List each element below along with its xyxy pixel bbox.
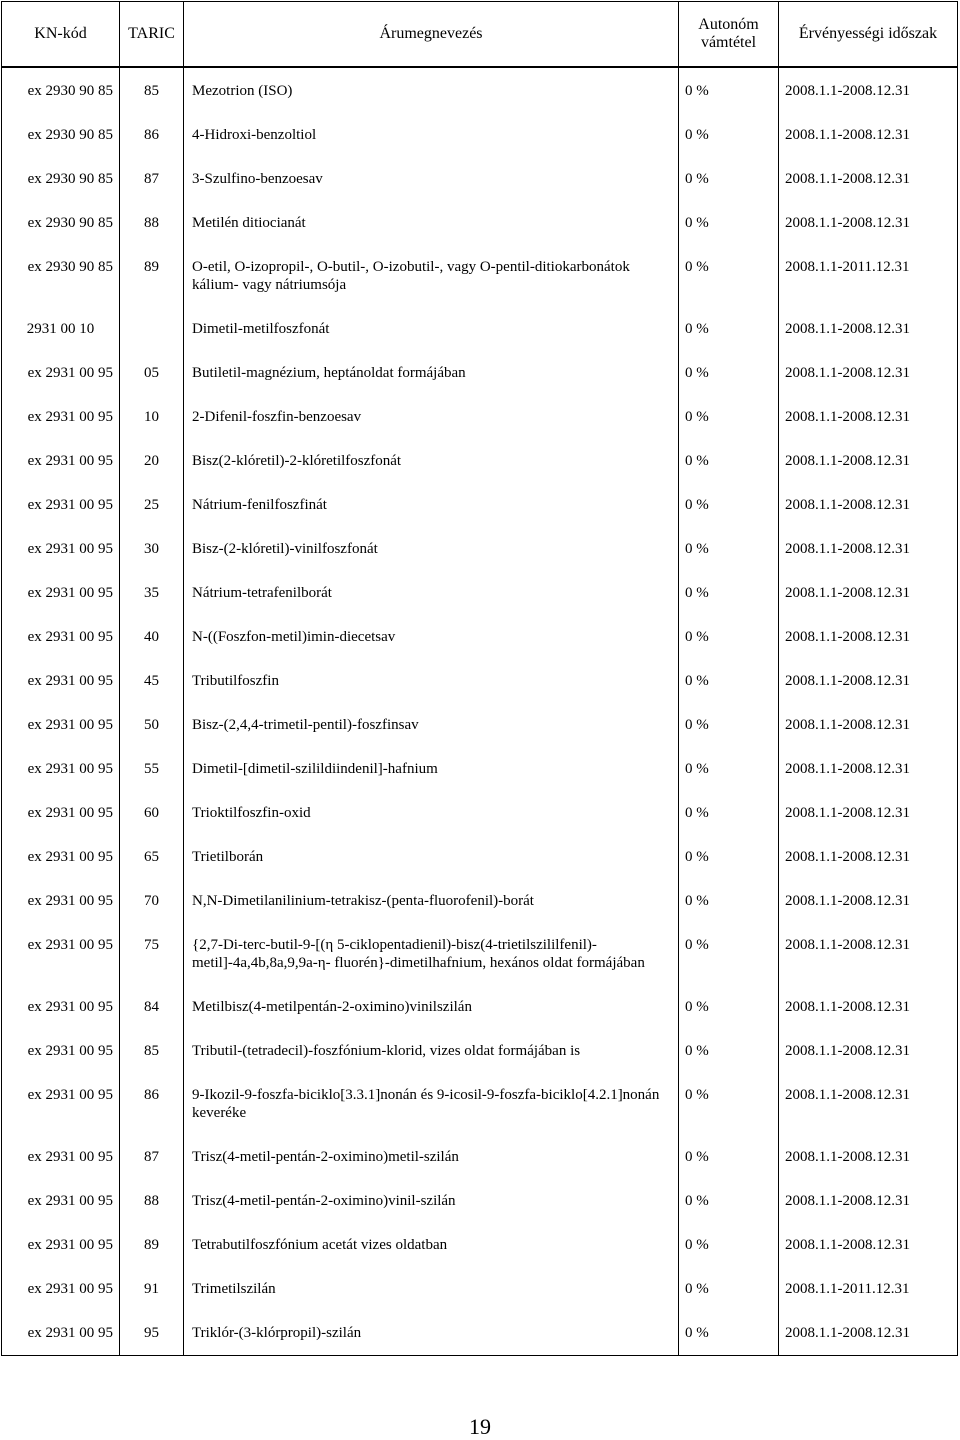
taric-cell: 89 (120, 1226, 184, 1270)
validity-period-cell: 2008.1.1-2008.12.31 (779, 574, 958, 618)
validity-period-cell: 2008.1.1-2008.12.31 (779, 160, 958, 204)
product-name-cell: Tributilfoszfin (184, 662, 679, 706)
kn-code-cell: ex 2931 00 95 (2, 662, 120, 706)
taric-cell: 91 (120, 1270, 184, 1314)
rate-cell: 0 % (679, 486, 779, 530)
kn-code-cell: ex 2931 00 95 (2, 706, 120, 750)
header-kn-code: KN-kód (2, 2, 120, 68)
rate-cell: 0 % (679, 530, 779, 574)
rate-cell: 0 % (679, 116, 779, 160)
rate-cell: 0 % (679, 794, 779, 838)
rate-cell: 0 % (679, 926, 779, 988)
taric-cell: 50 (120, 706, 184, 750)
kn-code-cell: 2931 00 10 (2, 310, 120, 354)
rate-cell: 0 % (679, 574, 779, 618)
validity-period-cell: 2008.1.1-2008.12.31 (779, 530, 958, 574)
product-name-cell: 4-Hidroxi-benzoltiol (184, 116, 679, 160)
product-name-cell: {2,7-Di-terc-butil-9-[(η 5-ciklopentadienil)-bisz(4-trietilszililfenil)-metil]-4a,4b,8a,9,9a-η- fluorén}-dimetilhafnium, hexános oldat formájában (184, 926, 679, 988)
product-name-cell: Butiletil-magnézium, heptánoldat formájában (184, 354, 679, 398)
taric-cell: 10 (120, 398, 184, 442)
product-name-cell: Bisz-(2,4,4-trimetil-pentil)-foszfinsav (184, 706, 679, 750)
rate-cell: 0 % (679, 662, 779, 706)
taric-cell: 65 (120, 838, 184, 882)
taric-cell: 95 (120, 1314, 184, 1356)
product-name-cell: Trioktilfoszfin-oxid (184, 794, 679, 838)
table-row (2, 116, 958, 160)
rate-cell: 0 % (679, 310, 779, 354)
product-name-cell: Trisz(4-metil-pentán-2-oximino)metil-szilán (184, 1138, 679, 1182)
table-body (2, 67, 958, 1356)
product-name-cell: Trimetilszilán (184, 1270, 679, 1314)
product-name-cell: 2-Difenil-foszfin-benzoesav (184, 398, 679, 442)
table-row (2, 486, 958, 530)
rate-cell: 0 % (679, 618, 779, 662)
table-row (2, 1270, 958, 1314)
rate-cell: 0 % (679, 354, 779, 398)
rate-cell: 0 % (679, 838, 779, 882)
validity-period-cell: 2008.1.1-2008.12.31 (779, 116, 958, 160)
taric-cell: 86 (120, 116, 184, 160)
table-row (2, 67, 958, 116)
product-name-cell: Dimetil-[dimetil-szilildiindenil]-hafnium (184, 750, 679, 794)
rate-cell: 0 % (679, 1182, 779, 1226)
header-rate-line1: Autonóm (698, 16, 759, 33)
table-header-row (2, 2, 958, 68)
taric-cell: 55 (120, 750, 184, 794)
taric-cell: 87 (120, 160, 184, 204)
kn-code-cell: ex 2931 00 95 (2, 1226, 120, 1270)
table-row (2, 442, 958, 486)
kn-code-cell: ex 2931 00 95 (2, 398, 120, 442)
kn-code-cell: ex 2930 90 85 (2, 248, 120, 310)
kn-code-cell: ex 2931 00 95 (2, 1270, 120, 1314)
product-name-cell: Bisz-(2-klóretil)-vinilfoszfonát (184, 530, 679, 574)
validity-period-cell: 2008.1.1-2011.12.31 (779, 1270, 958, 1314)
kn-code-cell: ex 2931 00 95 (2, 1314, 120, 1356)
table-row (2, 1032, 958, 1076)
product-name-cell: Bisz(2-klóretil)-2-klóretilfoszfonát (184, 442, 679, 486)
rate-cell: 0 % (679, 204, 779, 248)
kn-code-cell: ex 2931 00 95 (2, 988, 120, 1032)
rate-cell: 0 % (679, 1314, 779, 1356)
product-name-cell: Trietilborán (184, 838, 679, 882)
validity-period-cell: 2008.1.1-2008.12.31 (779, 618, 958, 662)
table-row (2, 398, 958, 442)
product-name-cell: Metilbisz(4-metilpentán-2-oximino)vinilszilán (184, 988, 679, 1032)
kn-code-cell: ex 2930 90 85 (2, 67, 120, 116)
kn-code-cell: ex 2931 00 95 (2, 794, 120, 838)
rate-cell: 0 % (679, 1076, 779, 1138)
validity-period-cell: 2008.1.1-2008.12.31 (779, 310, 958, 354)
table-row (2, 988, 958, 1032)
table-row (2, 204, 958, 248)
table-row (2, 750, 958, 794)
taric-cell: 87 (120, 1138, 184, 1182)
validity-period-cell: 2008.1.1-2008.12.31 (779, 486, 958, 530)
table-row (2, 248, 958, 310)
tariff-table (1, 1, 958, 1356)
product-name-cell: Nátrium-fenilfoszfinát (184, 486, 679, 530)
product-name-cell: N,N-Dimetilanilinium-tetrakisz-(penta-fluorofenil)-borát (184, 882, 679, 926)
taric-cell: 25 (120, 486, 184, 530)
kn-code-cell: ex 2931 00 95 (2, 1182, 120, 1226)
taric-cell: 30 (120, 530, 184, 574)
kn-code-cell: ex 2931 00 95 (2, 750, 120, 794)
rate-cell: 0 % (679, 750, 779, 794)
table-row (2, 618, 958, 662)
product-name-cell: 3-Szulfino-benzoesav (184, 160, 679, 204)
rate-cell: 0 % (679, 1138, 779, 1182)
table-row (2, 926, 958, 988)
validity-period-cell: 2008.1.1-2008.12.31 (779, 1314, 958, 1356)
validity-period-cell: 2008.1.1-2008.12.31 (779, 398, 958, 442)
taric-cell: 60 (120, 794, 184, 838)
header-validity-period: Érvényességi időszak (779, 2, 958, 68)
taric-cell: 45 (120, 662, 184, 706)
validity-period-cell: 2008.1.1-2008.12.31 (779, 882, 958, 926)
rate-cell: 0 % (679, 248, 779, 310)
validity-period-cell: 2008.1.1-2008.12.31 (779, 988, 958, 1032)
kn-code-cell: ex 2930 90 85 (2, 160, 120, 204)
header-product-name: Árumegnevezés (184, 2, 679, 68)
taric-cell (120, 310, 184, 354)
table-row (2, 310, 958, 354)
validity-period-cell: 2008.1.1-2008.12.31 (779, 1226, 958, 1270)
taric-cell: 86 (120, 1076, 184, 1138)
validity-period-cell: 2008.1.1-2008.12.31 (779, 1032, 958, 1076)
validity-period-cell: 2008.1.1-2008.12.31 (779, 750, 958, 794)
table-row (2, 1076, 958, 1138)
kn-code-cell: ex 2931 00 95 (2, 1032, 120, 1076)
table-row (2, 794, 958, 838)
kn-code-cell: ex 2930 90 85 (2, 116, 120, 160)
kn-code-cell: ex 2931 00 95 (2, 530, 120, 574)
validity-period-cell: 2008.1.1-2008.12.31 (779, 204, 958, 248)
validity-period-cell: 2008.1.1-2008.12.31 (779, 1138, 958, 1182)
kn-code-cell: ex 2931 00 95 (2, 882, 120, 926)
product-name-cell: N-((Foszfon-metil)imin-diecetsav (184, 618, 679, 662)
rate-cell: 0 % (679, 1270, 779, 1314)
taric-cell: 84 (120, 988, 184, 1032)
validity-period-cell: 2008.1.1-2008.12.31 (779, 662, 958, 706)
product-name-cell: Nátrium-tetrafenilborát (184, 574, 679, 618)
kn-code-cell: ex 2931 00 95 (2, 618, 120, 662)
validity-period-cell: 2008.1.1-2008.12.31 (779, 706, 958, 750)
kn-code-cell: ex 2931 00 95 (2, 486, 120, 530)
product-name-cell: O-etil, O-izopropil-, O-butil-, O-izobutil-, vagy O-pentil-ditiokarbonátok kálium- vagy nátriumsója (184, 248, 679, 310)
validity-period-cell: 2008.1.1-2008.12.31 (779, 354, 958, 398)
validity-period-cell: 2008.1.1-2008.12.31 (779, 794, 958, 838)
table-row (2, 882, 958, 926)
product-name-cell: Tetrabutilfoszfónium acetát vizes oldatban (184, 1226, 679, 1270)
product-name-cell: 9-Ikozil-9-foszfa-biciklo[3.3.1]nonán és 9-icosil-9-foszfa-biciklo[4.2.1]nonán keveréke (184, 1076, 679, 1138)
table-row (2, 574, 958, 618)
table-row (2, 160, 958, 204)
table-row (2, 1138, 958, 1182)
taric-cell: 75 (120, 926, 184, 988)
validity-period-cell: 2008.1.1-2008.12.31 (779, 926, 958, 988)
taric-cell: 70 (120, 882, 184, 926)
table-row (2, 706, 958, 750)
taric-cell: 35 (120, 574, 184, 618)
product-name-cell: Trisz(4-metil-pentán-2-oximino)vinil-szilán (184, 1182, 679, 1226)
product-name-cell: Metilén ditiocianát (184, 204, 679, 248)
table-row (2, 354, 958, 398)
taric-cell: 85 (120, 1032, 184, 1076)
taric-cell: 05 (120, 354, 184, 398)
header-autonomous-rate (679, 2, 779, 68)
product-name-cell: Tributil-(tetradecil)-foszfónium-klorid, vizes oldat formájában is (184, 1032, 679, 1076)
page-number: 19 (469, 1414, 491, 1439)
kn-code-cell: ex 2931 00 95 (2, 926, 120, 988)
kn-code-cell: ex 2931 00 95 (2, 838, 120, 882)
taric-cell: 89 (120, 248, 184, 310)
table-row (2, 1314, 958, 1356)
product-name-cell: Triklór-(3-klórpropil)-szilán (184, 1314, 679, 1356)
validity-period-cell: 2008.1.1-2008.12.31 (779, 442, 958, 486)
header-taric: TARIC (120, 2, 184, 68)
header-rate-line2: vámtétel (700, 34, 757, 51)
table-row (2, 838, 958, 882)
table-row (2, 662, 958, 706)
rate-cell: 0 % (679, 398, 779, 442)
table-row (2, 530, 958, 574)
rate-cell: 0 % (679, 1226, 779, 1270)
validity-period-cell: 2008.1.1-2011.12.31 (779, 248, 958, 310)
tariff-table-container (1, 1, 957, 1356)
kn-code-cell: ex 2931 00 95 (2, 354, 120, 398)
table-row (2, 1182, 958, 1226)
table-row (2, 1226, 958, 1270)
validity-period-cell: 2008.1.1-2008.12.31 (779, 838, 958, 882)
rate-cell: 0 % (679, 882, 779, 926)
validity-period-cell: 2008.1.1-2008.12.31 (779, 1182, 958, 1226)
rate-cell: 0 % (679, 706, 779, 750)
rate-cell: 0 % (679, 160, 779, 204)
product-name-cell: Dimetil-metilfoszfonát (184, 310, 679, 354)
rate-cell: 0 % (679, 988, 779, 1032)
validity-period-cell: 2008.1.1-2008.12.31 (779, 67, 958, 116)
rate-cell: 0 % (679, 1032, 779, 1076)
taric-cell: 88 (120, 204, 184, 248)
kn-code-cell: ex 2931 00 95 (2, 442, 120, 486)
taric-cell: 88 (120, 1182, 184, 1226)
taric-cell: 40 (120, 618, 184, 662)
kn-code-cell: ex 2930 90 85 (2, 204, 120, 248)
taric-cell: 85 (120, 67, 184, 116)
kn-code-cell: ex 2931 00 95 (2, 1076, 120, 1138)
kn-code-cell: ex 2931 00 95 (2, 1138, 120, 1182)
rate-cell: 0 % (679, 442, 779, 486)
validity-period-cell: 2008.1.1-2008.12.31 (779, 1076, 958, 1138)
taric-cell: 20 (120, 442, 184, 486)
product-name-cell: Mezotrion (ISO) (184, 67, 679, 116)
rate-cell: 0 % (679, 67, 779, 116)
kn-code-cell: ex 2931 00 95 (2, 574, 120, 618)
